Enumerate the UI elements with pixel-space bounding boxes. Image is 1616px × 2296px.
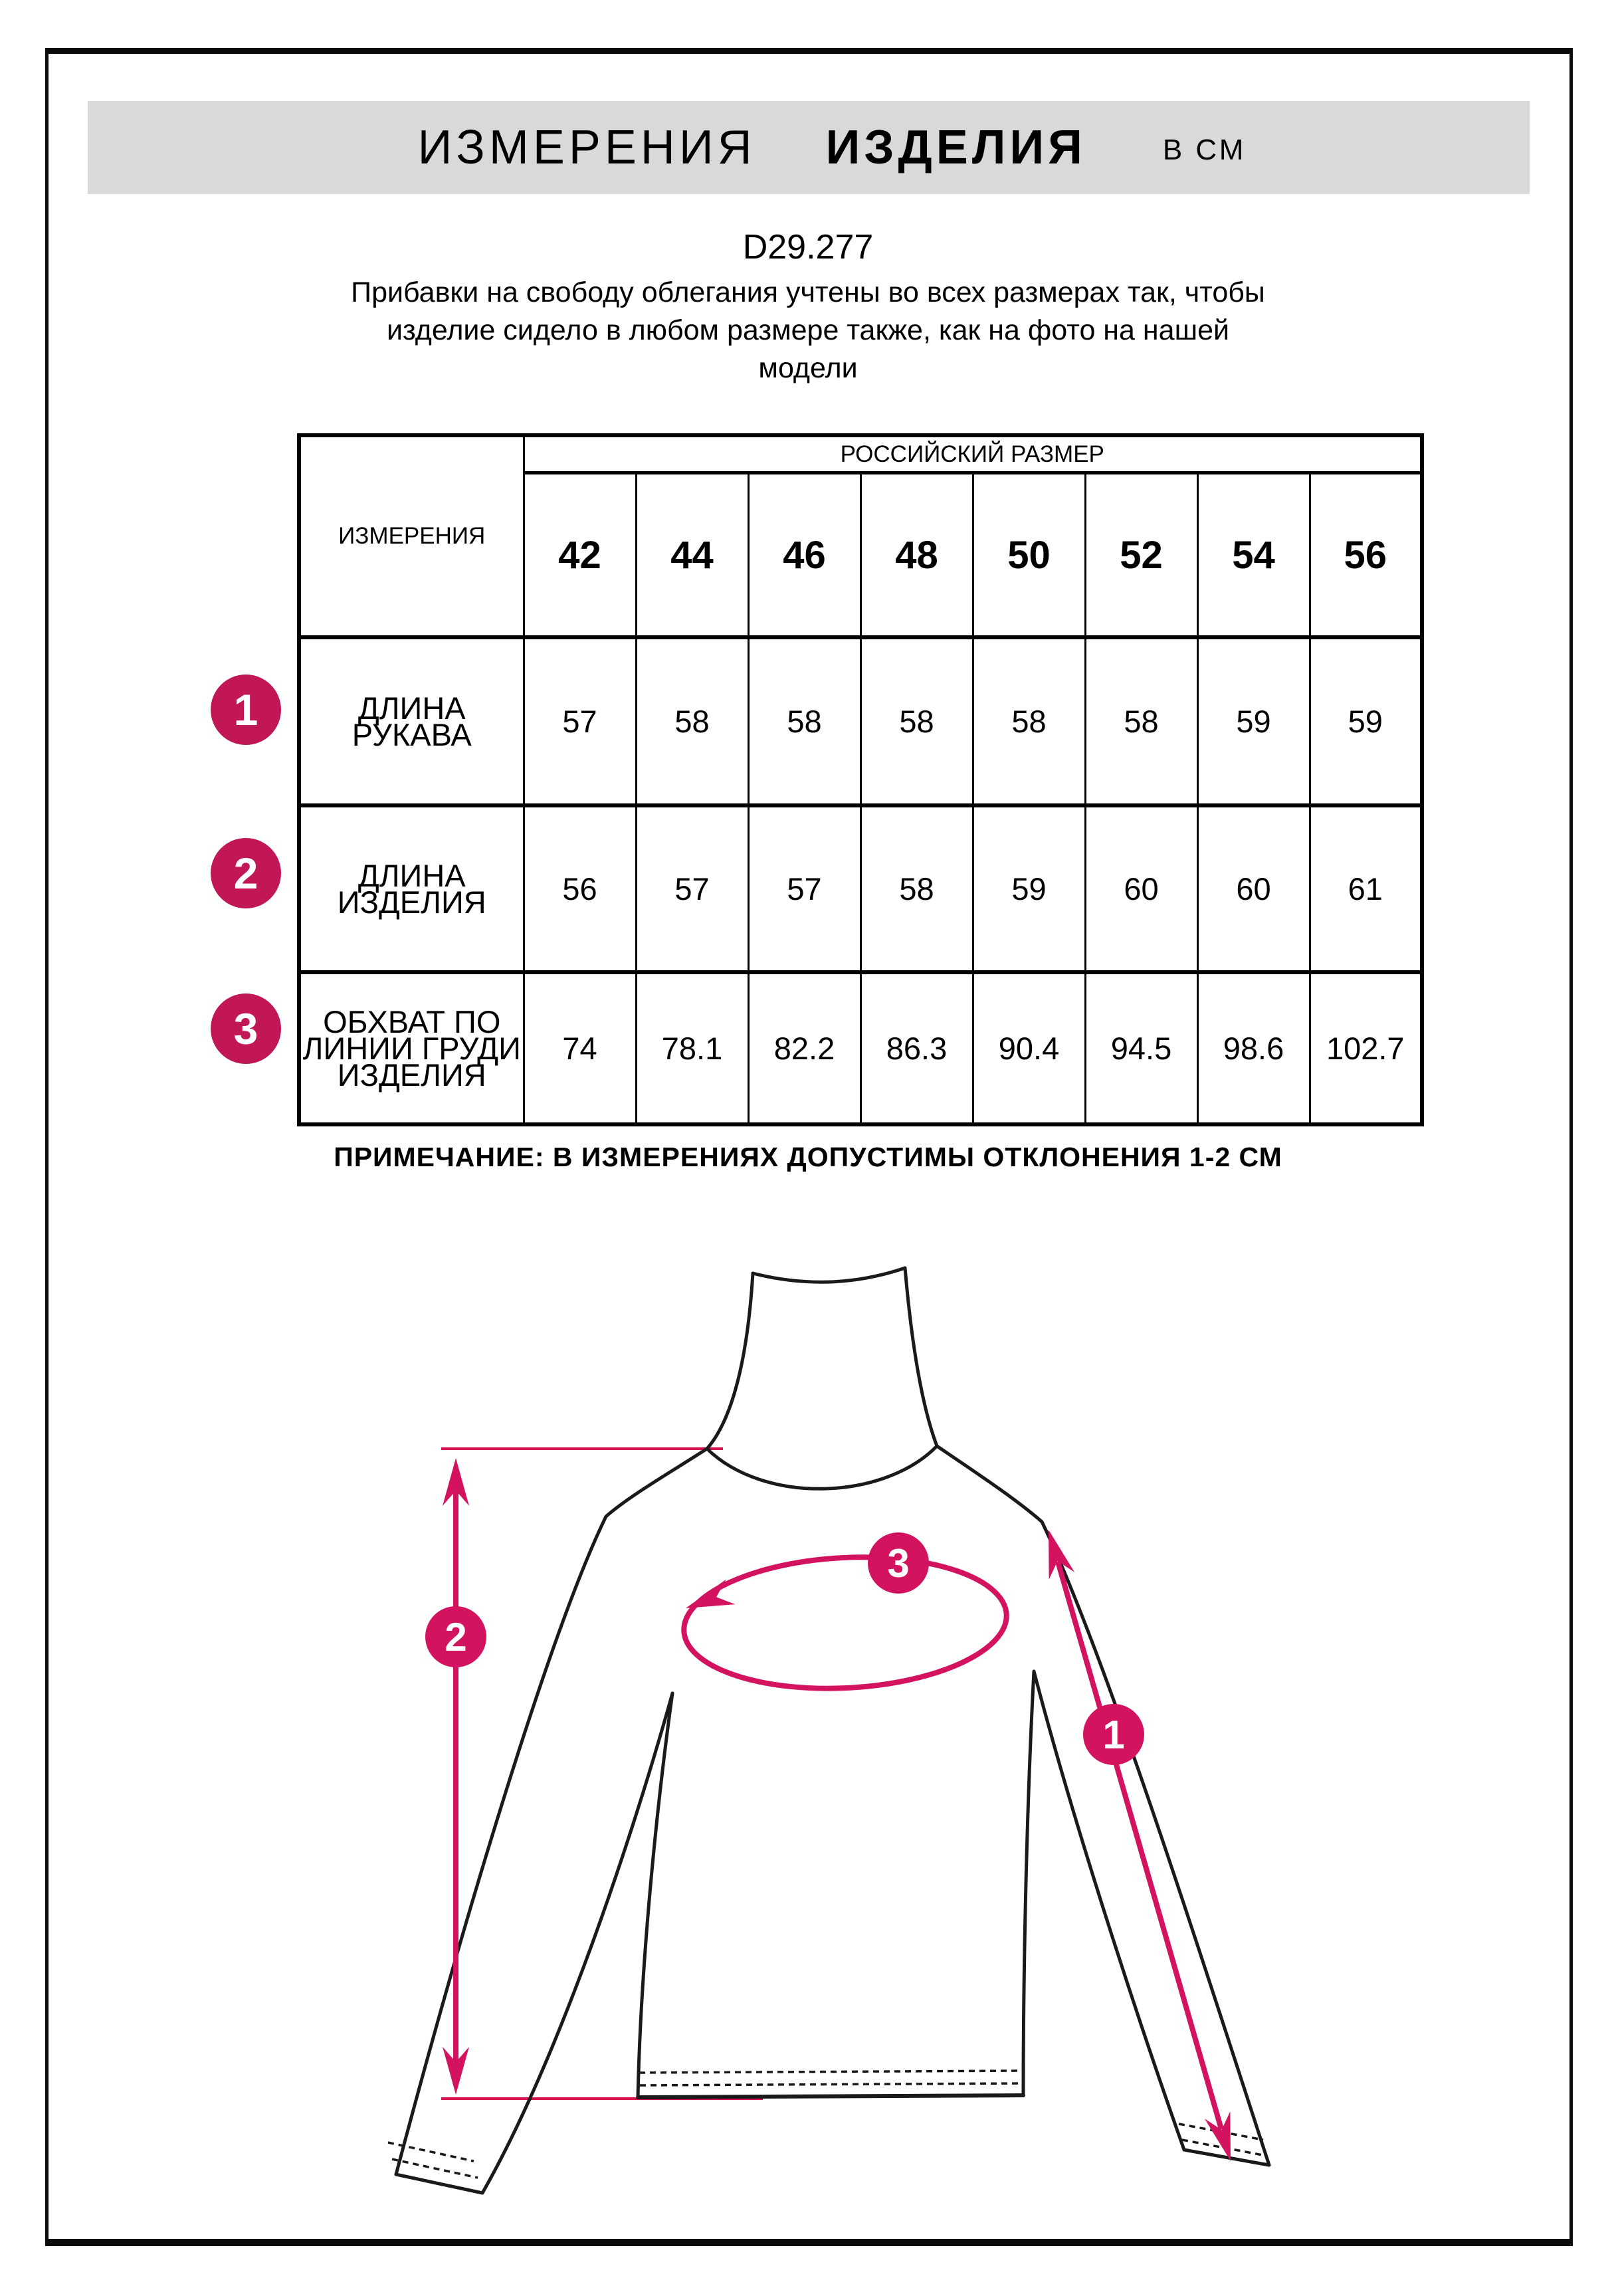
cell-value: 61 bbox=[1310, 805, 1422, 972]
page-title-unit: В СМ bbox=[1162, 134, 1247, 166]
cell-value: 59 bbox=[1197, 637, 1310, 805]
size-group-header: РОССИЙСКИЙ РАЗМЕР bbox=[524, 435, 1422, 473]
left-sleeve-outer-seam bbox=[396, 1516, 606, 2174]
fit-description-line2: изделие сидело в любом размере также, как на фото на нашей bbox=[386, 314, 1230, 346]
table-corner-label: ИЗМЕРЕНИЯ bbox=[299, 435, 524, 637]
arrow-up-icon bbox=[1036, 1526, 1074, 1579]
cell-value: 57 bbox=[524, 637, 636, 805]
page-title-product: ИЗДЕЛИЯ bbox=[825, 121, 1086, 174]
size-header: 46 bbox=[748, 473, 860, 638]
tolerance-note: ПРИМЕЧАНИЕ: В ИЗМЕРЕНИЯХ ДОПУСТИМЫ ОТКЛОНЕНИЯ 1-2 СМ bbox=[334, 1142, 1282, 1172]
cell-value: 57 bbox=[748, 805, 860, 972]
left-sleeve-inner-seam bbox=[482, 1693, 672, 2193]
cell-value: 58 bbox=[1085, 637, 1197, 805]
measurement-badge-3: 3 bbox=[211, 993, 281, 1064]
drawing-badge-2 bbox=[425, 1606, 486, 1667]
cell-value: 90.4 bbox=[973, 972, 1085, 1124]
cell-value: 78.1 bbox=[636, 972, 748, 1124]
left-cuff-edge bbox=[396, 2174, 482, 2193]
cell-value: 57 bbox=[636, 805, 748, 972]
product-code: D29.277 bbox=[742, 228, 874, 266]
page-title-measurements: ИЗМЕРЕНИЯ bbox=[417, 121, 756, 174]
hem-bottom-edge bbox=[638, 2095, 1023, 2097]
drawing-badge-1 bbox=[1083, 1704, 1144, 1765]
cell-value: 59 bbox=[973, 805, 1085, 972]
body-right-side-seam bbox=[1023, 1671, 1034, 2095]
cell-value: 58 bbox=[748, 637, 860, 805]
row-label: ДЛИНА РУКАВА bbox=[299, 637, 524, 805]
measurement-badge-2: 2 bbox=[211, 838, 281, 908]
svg-text:3: 3 bbox=[887, 1541, 910, 1586]
hem-stitch-line bbox=[639, 2071, 1022, 2073]
right-shoulder-seam bbox=[937, 1446, 1042, 1522]
cell-value: 82.2 bbox=[748, 972, 860, 1124]
cell-value: 60 bbox=[1085, 805, 1197, 972]
cell-value: 74 bbox=[524, 972, 636, 1124]
cell-value: 86.3 bbox=[860, 972, 973, 1124]
cell-value: 98.6 bbox=[1197, 972, 1310, 1124]
cell-value: 102.7 bbox=[1310, 972, 1422, 1124]
size-header: 50 bbox=[973, 473, 1085, 638]
row-label: ОБХВАТ ПО ЛИНИИ ГРУДИ ИЗДЕЛИЯ bbox=[299, 972, 524, 1124]
size-header: 52 bbox=[1085, 473, 1197, 638]
cell-value: 60 bbox=[1197, 805, 1310, 972]
cell-value: 58 bbox=[636, 637, 748, 805]
left-shoulder-seam bbox=[606, 1449, 707, 1516]
drawing-badge-3 bbox=[868, 1532, 929, 1594]
cell-value: 58 bbox=[973, 637, 1085, 805]
cell-value: 59 bbox=[1310, 637, 1422, 805]
svg-text:1: 1 bbox=[1102, 1713, 1125, 1757]
fit-description-line3: модели bbox=[758, 352, 858, 384]
size-header: 48 bbox=[860, 473, 973, 638]
cell-value: 58 bbox=[860, 637, 973, 805]
cell-value: 58 bbox=[860, 805, 973, 972]
measurement-badge-1: 1 bbox=[211, 675, 281, 745]
fit-description-line1: Прибавки на свободу облегания учтены во всех размерах так, чтобы bbox=[351, 276, 1265, 308]
collar-top-edge bbox=[753, 1268, 905, 1282]
hem-stitch-line bbox=[640, 2083, 1023, 2085]
size-header: 56 bbox=[1310, 473, 1422, 638]
size-header: 44 bbox=[636, 473, 748, 638]
svg-text:2: 2 bbox=[445, 1615, 467, 1659]
chest-measure-ellipse bbox=[680, 1549, 1010, 1696]
collar-right-edge bbox=[905, 1268, 937, 1446]
size-header: 42 bbox=[524, 473, 636, 638]
collar-left-edge bbox=[707, 1273, 753, 1449]
neckline-curve bbox=[707, 1446, 937, 1489]
cell-value: 94.5 bbox=[1085, 972, 1197, 1124]
size-header: 54 bbox=[1197, 473, 1310, 638]
row-label: ДЛИНА ИЗДЕЛИЯ bbox=[299, 805, 524, 972]
cell-value: 56 bbox=[524, 805, 636, 972]
